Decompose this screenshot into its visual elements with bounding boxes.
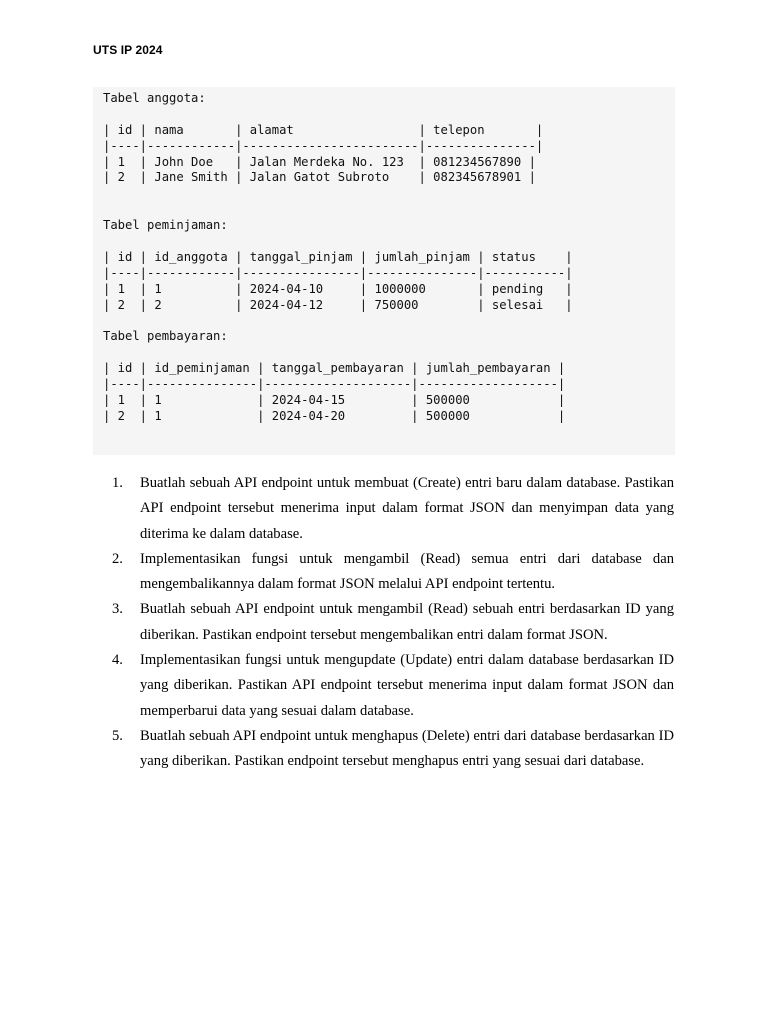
table-row: | 2 | 2 | 2024-04-12 | 750000 | selesai | xyxy=(103,297,573,312)
table-row: | 2 | 1 | 2024-04-20 | 500000 | xyxy=(103,408,566,423)
task-text: Buatlah sebuah API endpoint untuk menghapus (Delete) entri dari database berdasarkan ID yang diberikan. Pastikan endpoint tersebut menghapus entri yang sesuai dari database. xyxy=(140,727,674,770)
table-row: | 1 | 1 | 2024-04-15 | 500000 | xyxy=(103,392,566,407)
task-item xyxy=(112,724,674,775)
task-number: 5. xyxy=(112,727,123,744)
table-anggota xyxy=(103,91,675,186)
table-row: | 2 | Jane Smith | Jalan Gatot Subroto | 082345678901 | xyxy=(103,170,536,185)
task-number: 1. xyxy=(112,475,123,491)
table-separator-row: |----|---------------|--------------------|-------------------| xyxy=(103,377,566,392)
task-text: Buatlah sebuah API endpoint untuk membuat (Create) entri baru dalam database. Pastikan API endpoint tersebut menerima input dalam format JSON dan menyimpan data yang diterima ke dalam database. xyxy=(140,475,674,542)
task-text: Implementasikan fungsi untuk mengambil (Read) semua entri dari database dan mengembalikannya dalam format JSON melalui API endpoint tertentu. xyxy=(140,550,674,593)
table-header-row: | id | nama | alamat | telepon | xyxy=(103,122,544,137)
task-number: 2. xyxy=(112,550,123,567)
task-item xyxy=(112,547,674,598)
table-title: Tabel anggota: xyxy=(103,91,206,105)
table-row: | 1 | 1 | 2024-04-10 | 1000000 | pending | xyxy=(103,281,573,296)
task-item xyxy=(112,597,674,648)
table-pembayaran xyxy=(103,329,675,424)
table-separator-row: |----|------------|------------------------|---------------| xyxy=(103,138,544,153)
code-block xyxy=(93,87,675,455)
table-header-row: | id | id_anggota | tanggal_pinjam | jumlah_pinjam | status | xyxy=(103,249,573,264)
task-list xyxy=(112,471,674,775)
table-title: Tabel pembayaran: xyxy=(103,329,228,344)
table-row: | 1 | John Doe | Jalan Merdeka No. 123 | 081234567890 | xyxy=(103,154,536,169)
table-title: Tabel peminjaman: xyxy=(103,218,228,233)
task-number: 3. xyxy=(112,601,123,618)
task-item xyxy=(112,471,674,547)
task-text: Buatlah sebuah API endpoint untuk mengambil (Read) sebuah entri berdasarkan ID yang diberikan. Pastikan endpoint tersebut mengembalikan entri dalam format JSON. xyxy=(140,601,674,643)
task-number: 4. xyxy=(112,652,123,669)
table-peminjaman xyxy=(103,218,675,313)
task-text: Implementasikan fungsi untuk mengupdate (Update) entri dalam database berdasarkan ID yang diberikan. Pastikan API endpoint tersebut menerima input dalam format JSON dan memperbarui data yang sesuai dalam database. xyxy=(140,652,674,719)
task-item xyxy=(112,648,674,724)
table-separator-row: |----|------------|----------------|---------------|-----------| xyxy=(103,265,573,280)
page-header: UTS IP 2024 xyxy=(93,43,163,57)
table-header-row: | id | id_peminjaman | tanggal_pembayaran | jumlah_pembayaran | xyxy=(103,361,566,376)
